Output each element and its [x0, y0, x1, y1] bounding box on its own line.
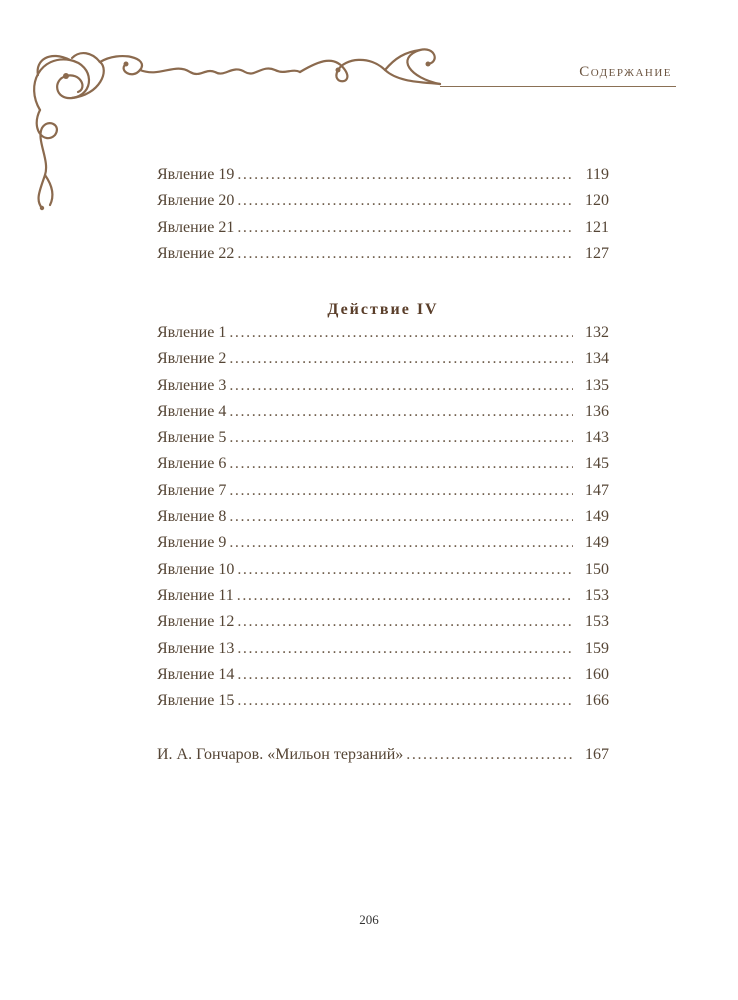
toc-entry-label: Явление 12 [157, 613, 235, 631]
toc-leader-dots [237, 692, 573, 710]
toc-entry-label: Явление 1 [157, 324, 227, 341]
toc-entry[interactable] [157, 455, 609, 481]
running-header-title: Содержание [579, 64, 672, 80]
toc-leader-dots [229, 350, 573, 368]
toc-entry[interactable] [157, 219, 609, 245]
toc-entry-page: 147 [585, 481, 609, 499]
toc-entry[interactable] [157, 482, 609, 508]
toc-entry-page: 119 [585, 166, 609, 183]
toc-entry[interactable] [157, 429, 609, 455]
toc-entry-page: 135 [585, 376, 609, 394]
toc-entry[interactable] [157, 534, 609, 560]
toc-entry[interactable] [157, 640, 609, 666]
toc-entry-page: 166 [585, 692, 609, 710]
toc-entry-label: Явление 19 [157, 166, 235, 183]
toc-entry-page: 150 [585, 560, 609, 578]
toc-entry-page: 145 [585, 455, 609, 473]
toc-entry[interactable] [157, 613, 609, 639]
toc-leader-dots [229, 403, 573, 421]
toc-entry[interactable] [157, 692, 609, 718]
toc-entry[interactable] [157, 245, 609, 271]
toc-entry[interactable] [157, 561, 609, 587]
toc-leader-dots [237, 219, 573, 237]
toc-entry-page: 143 [585, 429, 609, 447]
toc-leader-dots [237, 666, 573, 684]
toc-entry-page: 136 [585, 402, 609, 420]
toc-leader-dots [237, 192, 573, 210]
toc-entry-label: Явление 3 [157, 376, 227, 394]
toc-leader-dots [237, 561, 573, 579]
toc-leader-dots [237, 245, 573, 263]
toc-entry[interactable] [157, 324, 609, 350]
toc-section-act3-tail [157, 166, 609, 271]
toc-leader-dots [229, 534, 573, 552]
toc-entry[interactable] [157, 377, 609, 403]
toc-entry-label: Явление 4 [157, 402, 227, 420]
toc-list-act4 [157, 324, 609, 718]
toc-entry-page: 149 [585, 534, 609, 552]
toc-entry-page: 134 [585, 350, 609, 368]
toc-leader-dots [229, 377, 573, 395]
page-number: 206 [359, 912, 379, 927]
toc-section-essay [157, 746, 609, 772]
toc-entry-label: И. А. Гончаров. «Мильон терзаний» [157, 746, 404, 763]
toc-leader-dots [237, 640, 573, 658]
toc-entry-label: Явление 7 [157, 481, 227, 499]
toc-leader-dots [229, 508, 573, 526]
toc-entry-page: 167 [585, 746, 609, 763]
toc-entry[interactable] [157, 666, 609, 692]
toc-entry-label: Явление 14 [157, 665, 235, 683]
header-rule-divider [440, 86, 676, 87]
toc-entry-label: Явление 15 [157, 692, 235, 710]
toc-entry-page: 160 [585, 665, 609, 683]
toc-entry-label: Явление 11 [157, 586, 234, 604]
toc-leader-dots [229, 482, 573, 500]
toc-entry[interactable] [157, 403, 609, 429]
toc-entry-label: Явление 22 [157, 244, 235, 262]
toc-entry-page: 153 [585, 613, 609, 631]
toc-section-act4 [157, 296, 609, 718]
toc-leader-dots [237, 613, 573, 631]
toc-entry[interactable] [157, 166, 609, 192]
toc-leader-dots [229, 324, 573, 342]
toc-entry-essay[interactable] [157, 746, 609, 772]
toc-entry-label: Явление 10 [157, 560, 235, 578]
toc-entry-page: 127 [585, 244, 609, 262]
toc-entry-page: 149 [585, 508, 609, 526]
toc-entry-label: Явление 13 [157, 639, 235, 657]
toc-entry-page: 121 [585, 218, 609, 236]
toc-entry-label: Явление 2 [157, 350, 227, 368]
toc-entry-page: 120 [585, 192, 609, 210]
toc-entry-label: Явление 6 [157, 455, 227, 473]
toc-leader-dots [237, 587, 573, 605]
toc-entry-label: Явление 20 [157, 192, 235, 210]
toc-entry-page: 132 [585, 324, 609, 341]
toc-entry-page: 159 [585, 639, 609, 657]
toc-entry-page: 153 [585, 586, 609, 604]
toc-leader-dots [237, 166, 573, 184]
toc-entry[interactable] [157, 587, 609, 613]
toc-leader-dots [406, 746, 573, 764]
toc-entry-label: Явление 8 [157, 508, 227, 526]
act-heading: Действие IV [327, 301, 439, 318]
toc-entry-label: Явление 5 [157, 429, 227, 447]
toc-leader-dots [229, 429, 573, 447]
toc-entry[interactable] [157, 192, 609, 218]
toc-entry[interactable] [157, 350, 609, 376]
toc-entry-label: Явление 9 [157, 534, 227, 552]
toc-entry-label: Явление 21 [157, 218, 235, 236]
toc-entry[interactable] [157, 508, 609, 534]
toc-leader-dots [229, 455, 573, 473]
